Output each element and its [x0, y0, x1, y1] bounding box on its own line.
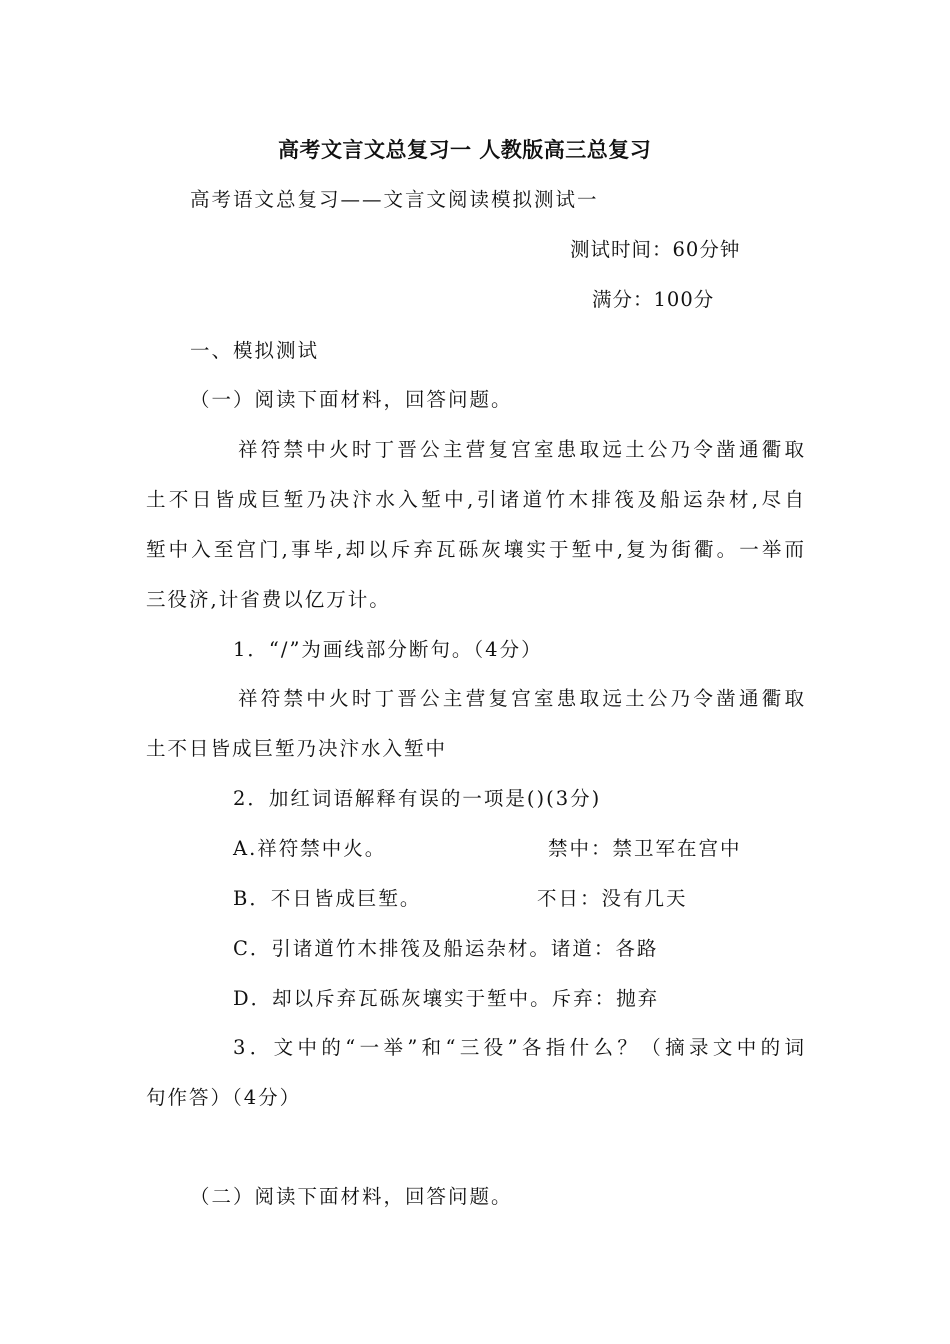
- option-d: D．却以斥弃瓦砾灰壤实于堑中。斥弃：抛弃: [233, 987, 660, 1010]
- part-heading: （一）阅读下面材料，回答问题。: [190, 388, 513, 411]
- passage-line: 祥符禁中火时丁晋公主营复宫室患取远土公乃令凿通衢取: [238, 438, 804, 461]
- question-1-prompt: 1．“/”为画线部分断句。（4分）: [233, 638, 543, 661]
- option-a: A.祥符禁中火。: [233, 837, 387, 860]
- option-b-gloss: 不日：没有几天: [537, 887, 688, 910]
- document-subtitle: 高考语文总复习——文言文阅读模拟测试一: [190, 188, 599, 211]
- time-limit: 测试时间：60分钟: [570, 238, 741, 261]
- option-b: B．不日皆成巨堑。: [233, 887, 422, 910]
- passage-line: 堑中入至宫门,事毕,却以斥弃瓦砾灰壤实于堑中,复为街衢。一举而: [146, 538, 804, 561]
- question-3-prompt: 3．文中的“一举”和“三役”各指什么？（摘录文中的词: [233, 1036, 804, 1059]
- question-1-text-line: 土不日皆成巨堑乃决汴水入堑中: [146, 737, 448, 760]
- option-a-gloss: 禁中：禁卫军在宫中: [548, 837, 742, 860]
- question-1-text-line: 祥符禁中火时丁晋公主营复宫室患取远土公乃令凿通衢取: [238, 687, 804, 710]
- section-heading: 一、模拟测试: [190, 339, 320, 362]
- question-3-prompt-cont: 句作答）（4分）: [146, 1086, 302, 1109]
- part-heading-2: （二）阅读下面材料，回答问题。: [190, 1185, 513, 1208]
- option-c: C．引诸道竹木排筏及船运杂材。诸道：各路: [233, 937, 659, 960]
- document-title: 高考文言文总复习一 人教版高三总复习: [278, 138, 652, 162]
- passage-line: 三役济,计省费以亿万计。: [146, 588, 391, 611]
- full-score: 满分：100分: [592, 288, 715, 311]
- question-2-prompt: 2．加红词语解释有误的一项是()(3分): [233, 787, 602, 810]
- passage-line: 土不日皆成巨堑乃决汴水入堑中,引诸道竹木排筏及船运杂材,尽自: [146, 488, 804, 511]
